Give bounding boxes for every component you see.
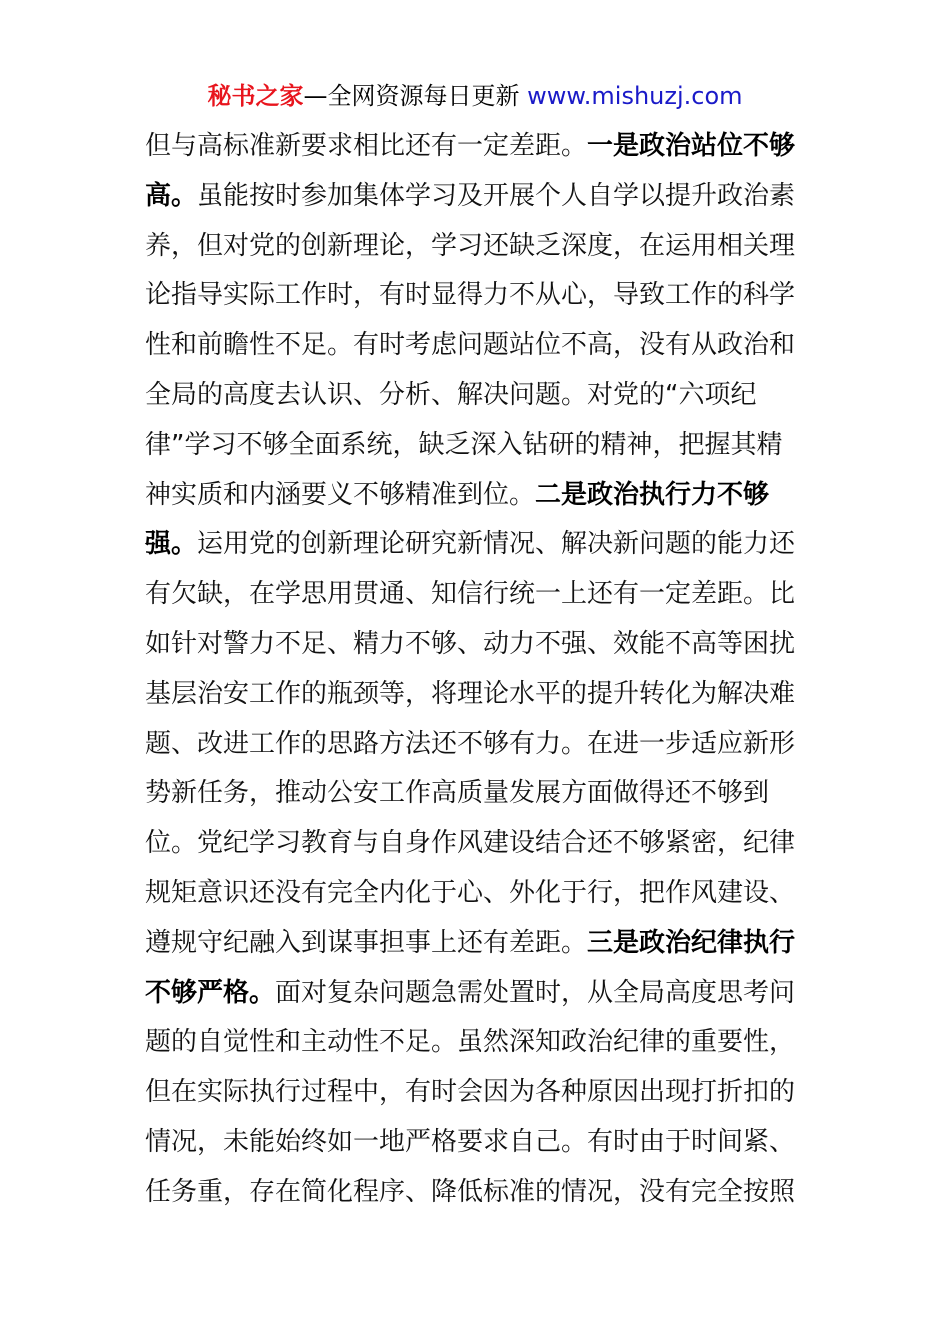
text-line (145, 969, 795, 1019)
text-line (145, 620, 795, 670)
body-text: 有欠缺，在学思用贯通、知信行统一上还有一定差距。比 (145, 579, 796, 610)
text-line (145, 371, 795, 421)
text-line (145, 819, 795, 869)
text-line (145, 1068, 795, 1118)
text-line (145, 869, 795, 919)
text-line (145, 122, 795, 172)
text-line (145, 271, 795, 321)
text-line (145, 222, 795, 272)
body-text: 虽能按时参加集体学习及开展个人自学以提升政治素 (197, 180, 796, 211)
body-text: 规矩意识还没有完全内化于心、外化于行，把作风建设、 (145, 877, 796, 908)
bold-heading-text: 强。 (145, 529, 198, 560)
text-line (145, 570, 795, 620)
body-text: 情况，未能始终如一地严格要求自己。有时由于时间紧、 (145, 1126, 796, 1157)
body-text: 律”学习不够全面系统，缺乏深入钻研的精神，把握其精 (145, 429, 783, 460)
text-line (145, 321, 795, 371)
body-text: 神实质和内涵要义不够精准到位。 (145, 479, 536, 510)
text-line (145, 919, 795, 969)
bold-heading-text: 高。 (145, 180, 198, 211)
site-brand: 秘书之家 (207, 82, 304, 110)
document-body (145, 122, 795, 1218)
bold-heading-text: 一是政治站位不够 (587, 131, 796, 161)
site-slogan: —全网资源每日更新 (303, 82, 528, 110)
body-text: 养，但对党的创新理论，学习还缺乏深度，在运用相关理 (145, 230, 796, 261)
text-line (145, 720, 795, 770)
site-url-link[interactable]: www.mishuzj.com (527, 82, 743, 110)
text-line (145, 1118, 795, 1168)
text-line (145, 520, 795, 570)
body-text: 论指导实际工作时，有时显得力不从心，导致工作的科学 (145, 280, 796, 311)
body-text: 基层治安工作的瓶颈等，将理论水平的提升转化为解决难 (145, 678, 796, 709)
body-text: 全局的高度去认识、分析、解决问题。对党的“六项纪 (145, 379, 757, 410)
body-text: 遵规守纪融入到谋事担事上还有差距。 (145, 927, 588, 958)
bold-heading-text: 二是政治执行力不够 (535, 479, 770, 510)
body-text: 势新任务，推动公安工作高质量发展方面做得还不够到 (145, 778, 770, 809)
body-text: 位。党纪学习教育与自身作风建设结合还不够紧密，纪律 (145, 828, 796, 859)
body-text: 如针对警力不足、精力不够、动力不强、效能不高等困扰 (145, 628, 796, 659)
text-line (145, 1168, 795, 1218)
body-text: 运用党的创新理论研究新情况、解决新问题的能力还 (197, 529, 796, 560)
bold-heading-text: 不够严格。 (145, 977, 276, 1008)
body-text: 性和前瞻性不足。有时考虑问题站位不高，没有从政治和 (145, 330, 796, 361)
site-header (0, 80, 950, 112)
body-text: 但与高标准新要求相比还有一定差距。 (145, 131, 588, 161)
text-line (145, 769, 795, 819)
text-line (145, 670, 795, 720)
body-text: 题、改进工作的思路方法还不够有力。在进一步适应新形 (145, 728, 796, 759)
bold-heading-text: 三是政治纪律执行 (587, 927, 796, 958)
body-text: 题的自觉性和主动性不足。虽然深知政治纪律的重要性， (145, 1027, 796, 1058)
body-text: 面对复杂问题急需处置时，从全局高度思考问 (275, 977, 796, 1008)
text-line (145, 172, 795, 222)
body-text: 但在实际执行过程中，有时会因为各种原因出现打折扣的 (145, 1077, 796, 1108)
body-text: 任务重，存在简化程序、降低标准的情况，没有完全按照 (145, 1176, 796, 1207)
text-line (145, 421, 795, 471)
text-line (145, 1018, 795, 1068)
text-line (145, 471, 795, 521)
